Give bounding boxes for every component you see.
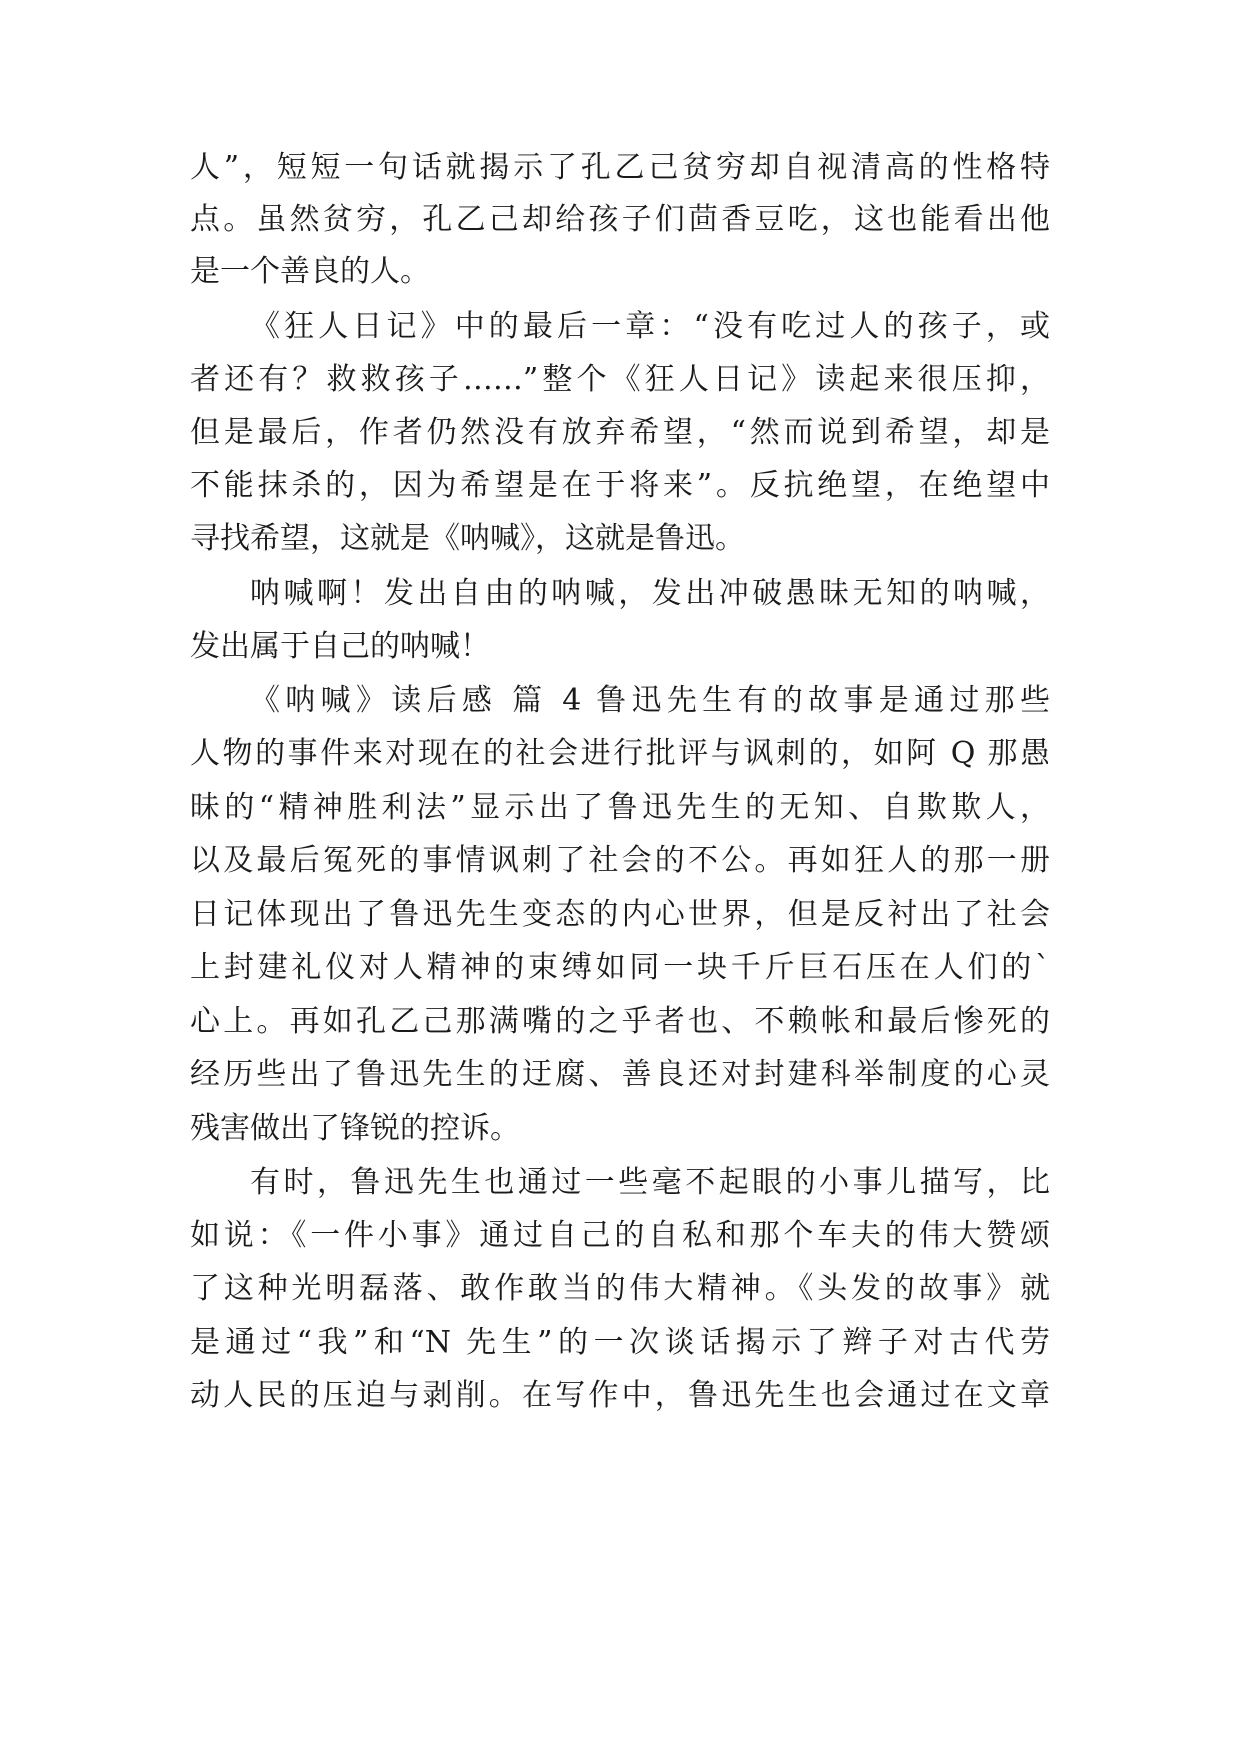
text-line: 有时，鲁迅先生也通过一些毫不起眼的小事儿描写，比: [250, 1165, 1050, 1200]
text-line: 人”，短短一句话就揭示了孔乙己贫穷却自视清高的性格特: [190, 150, 1050, 185]
text-line: 昧的“精神胜利法”显示出了鲁迅先生的无知、自欺欺人，: [190, 790, 1050, 825]
text-line: 《狂人日记》中的最后一章：“没有吃过人的孩子，或: [250, 309, 1050, 344]
text-line: 点。虽然贫穷，孔乙己却给孩子们茴香豆吃，这也能看出他: [190, 202, 1050, 237]
text-line: 了这种光明磊落、敢作敢当的伟大精神。《头发的故事》就: [190, 1271, 1050, 1306]
text-line: 上封建礼仪对人精神的束缚如同一块千斤巨石压在人们的`: [190, 950, 1050, 985]
text-line: 日记体现出了鲁迅先生变态的内心世界，但是反衬出了社会: [190, 897, 1050, 932]
text-line: 残害做出了锋锐的控诉。: [190, 1111, 520, 1146]
text-line: 者还有？救救孩子……”整个《狂人日记》读起来很压抑，: [190, 362, 1050, 397]
text-line: 是通过“我”和“N 先生”的一次谈话揭示了辫子对古代劳: [190, 1325, 1050, 1360]
text-line: 但是最后，作者仍然没有放弃希望，“然而说到希望，却是: [190, 415, 1050, 450]
text-line: 人物的事件来对现在的社会进行批评与讽刺的，如阿 Q 那愚: [190, 736, 1050, 771]
text-line: 心上。再如孔乙己那满嘴的之乎者也、不赖帐和最后惨死的: [190, 1004, 1050, 1039]
text-line: 呐喊啊！发出自由的呐喊，发出冲破愚昧无知的呐喊，: [250, 576, 1050, 611]
text-line: 经历些出了鲁迅先生的迂腐、善良还对封建科举制度的心灵: [190, 1057, 1050, 1092]
text-line: 不能抹杀的，因为希望是在于将来”。反抗绝望，在绝望中: [190, 468, 1050, 503]
text-line: 以及最后冤死的事情讽刺了社会的不公。再如狂人的那一册: [190, 843, 1050, 878]
text-line: 动人民的压迫与剥削。在写作中，鲁迅先生也会通过在文章: [190, 1378, 1050, 1413]
text-line: 如说：《一件小事》通过自己的自私和那个车夫的伟大赞颂: [190, 1218, 1050, 1253]
text-line: 寻找希望，这就是《呐喊》，这就是鲁迅。: [190, 521, 745, 556]
text-line: 《呐喊》读后感 篇 4 鲁迅先生有的故事是通过那些: [250, 683, 1050, 718]
text-line: 发出属于自己的呐喊！: [190, 629, 490, 664]
text-line: 是一个善良的人。: [190, 254, 430, 289]
